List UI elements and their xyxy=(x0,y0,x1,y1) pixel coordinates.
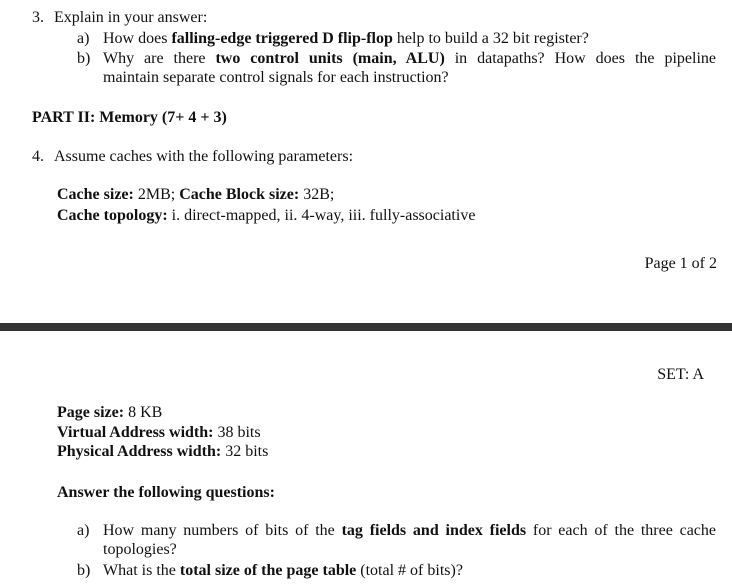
question-3b xyxy=(77,49,90,69)
question-3b-line-2: maintain separate control signals for each instruction? xyxy=(103,69,449,86)
page-size-line: Page size: 8 KB xyxy=(57,404,163,421)
item-letter: b) xyxy=(77,562,91,579)
item-text: How does falling-edge triggered D flip-flop help to build a 32 bit register? xyxy=(103,30,589,47)
answer-heading: Answer the following questions: xyxy=(57,484,275,501)
question-a xyxy=(77,521,89,541)
cache-size-line: Cache size: 2MB; Cache Block size: 32B; xyxy=(57,186,335,203)
virtual-address-line: Virtual Address width: 38 bits xyxy=(57,424,261,441)
question-number: 3. xyxy=(32,9,44,26)
item-letter: a) xyxy=(77,522,90,539)
set-label: SET: A xyxy=(657,366,704,383)
item-letter: a) xyxy=(77,30,90,47)
question-3a xyxy=(77,29,589,49)
question-3b-line-1: Why are there two control units (main, ALU) in datapaths? How does the pipeline xyxy=(103,50,716,67)
physical-address-line: Physical Address width: 32 bits xyxy=(57,443,269,460)
page-divider xyxy=(0,323,732,331)
item-text: What is the total size of the page table (total # of bits)? xyxy=(103,562,463,579)
section-heading: PART II: Memory (7+ 4 + 3) xyxy=(32,109,227,126)
question-prompt: Explain in your answer: xyxy=(54,9,208,26)
question-3 xyxy=(32,8,207,28)
question-a-line-1: How many numbers of bits of the tag fields and index fields for each of the three cache xyxy=(103,522,717,539)
question-number: 4. xyxy=(32,148,44,165)
question-a-line-2: topologies? xyxy=(103,541,177,558)
question-b xyxy=(77,561,463,581)
page-number: Page 1 of 2 xyxy=(644,255,717,272)
question-4 xyxy=(32,147,353,167)
item-letter: b) xyxy=(77,50,91,67)
cache-topology-line: Cache topology: i. direct-mapped, ii. 4-way, iii. fully-associative xyxy=(57,207,476,224)
question-prompt: Assume caches with the following parameters: xyxy=(54,148,354,165)
